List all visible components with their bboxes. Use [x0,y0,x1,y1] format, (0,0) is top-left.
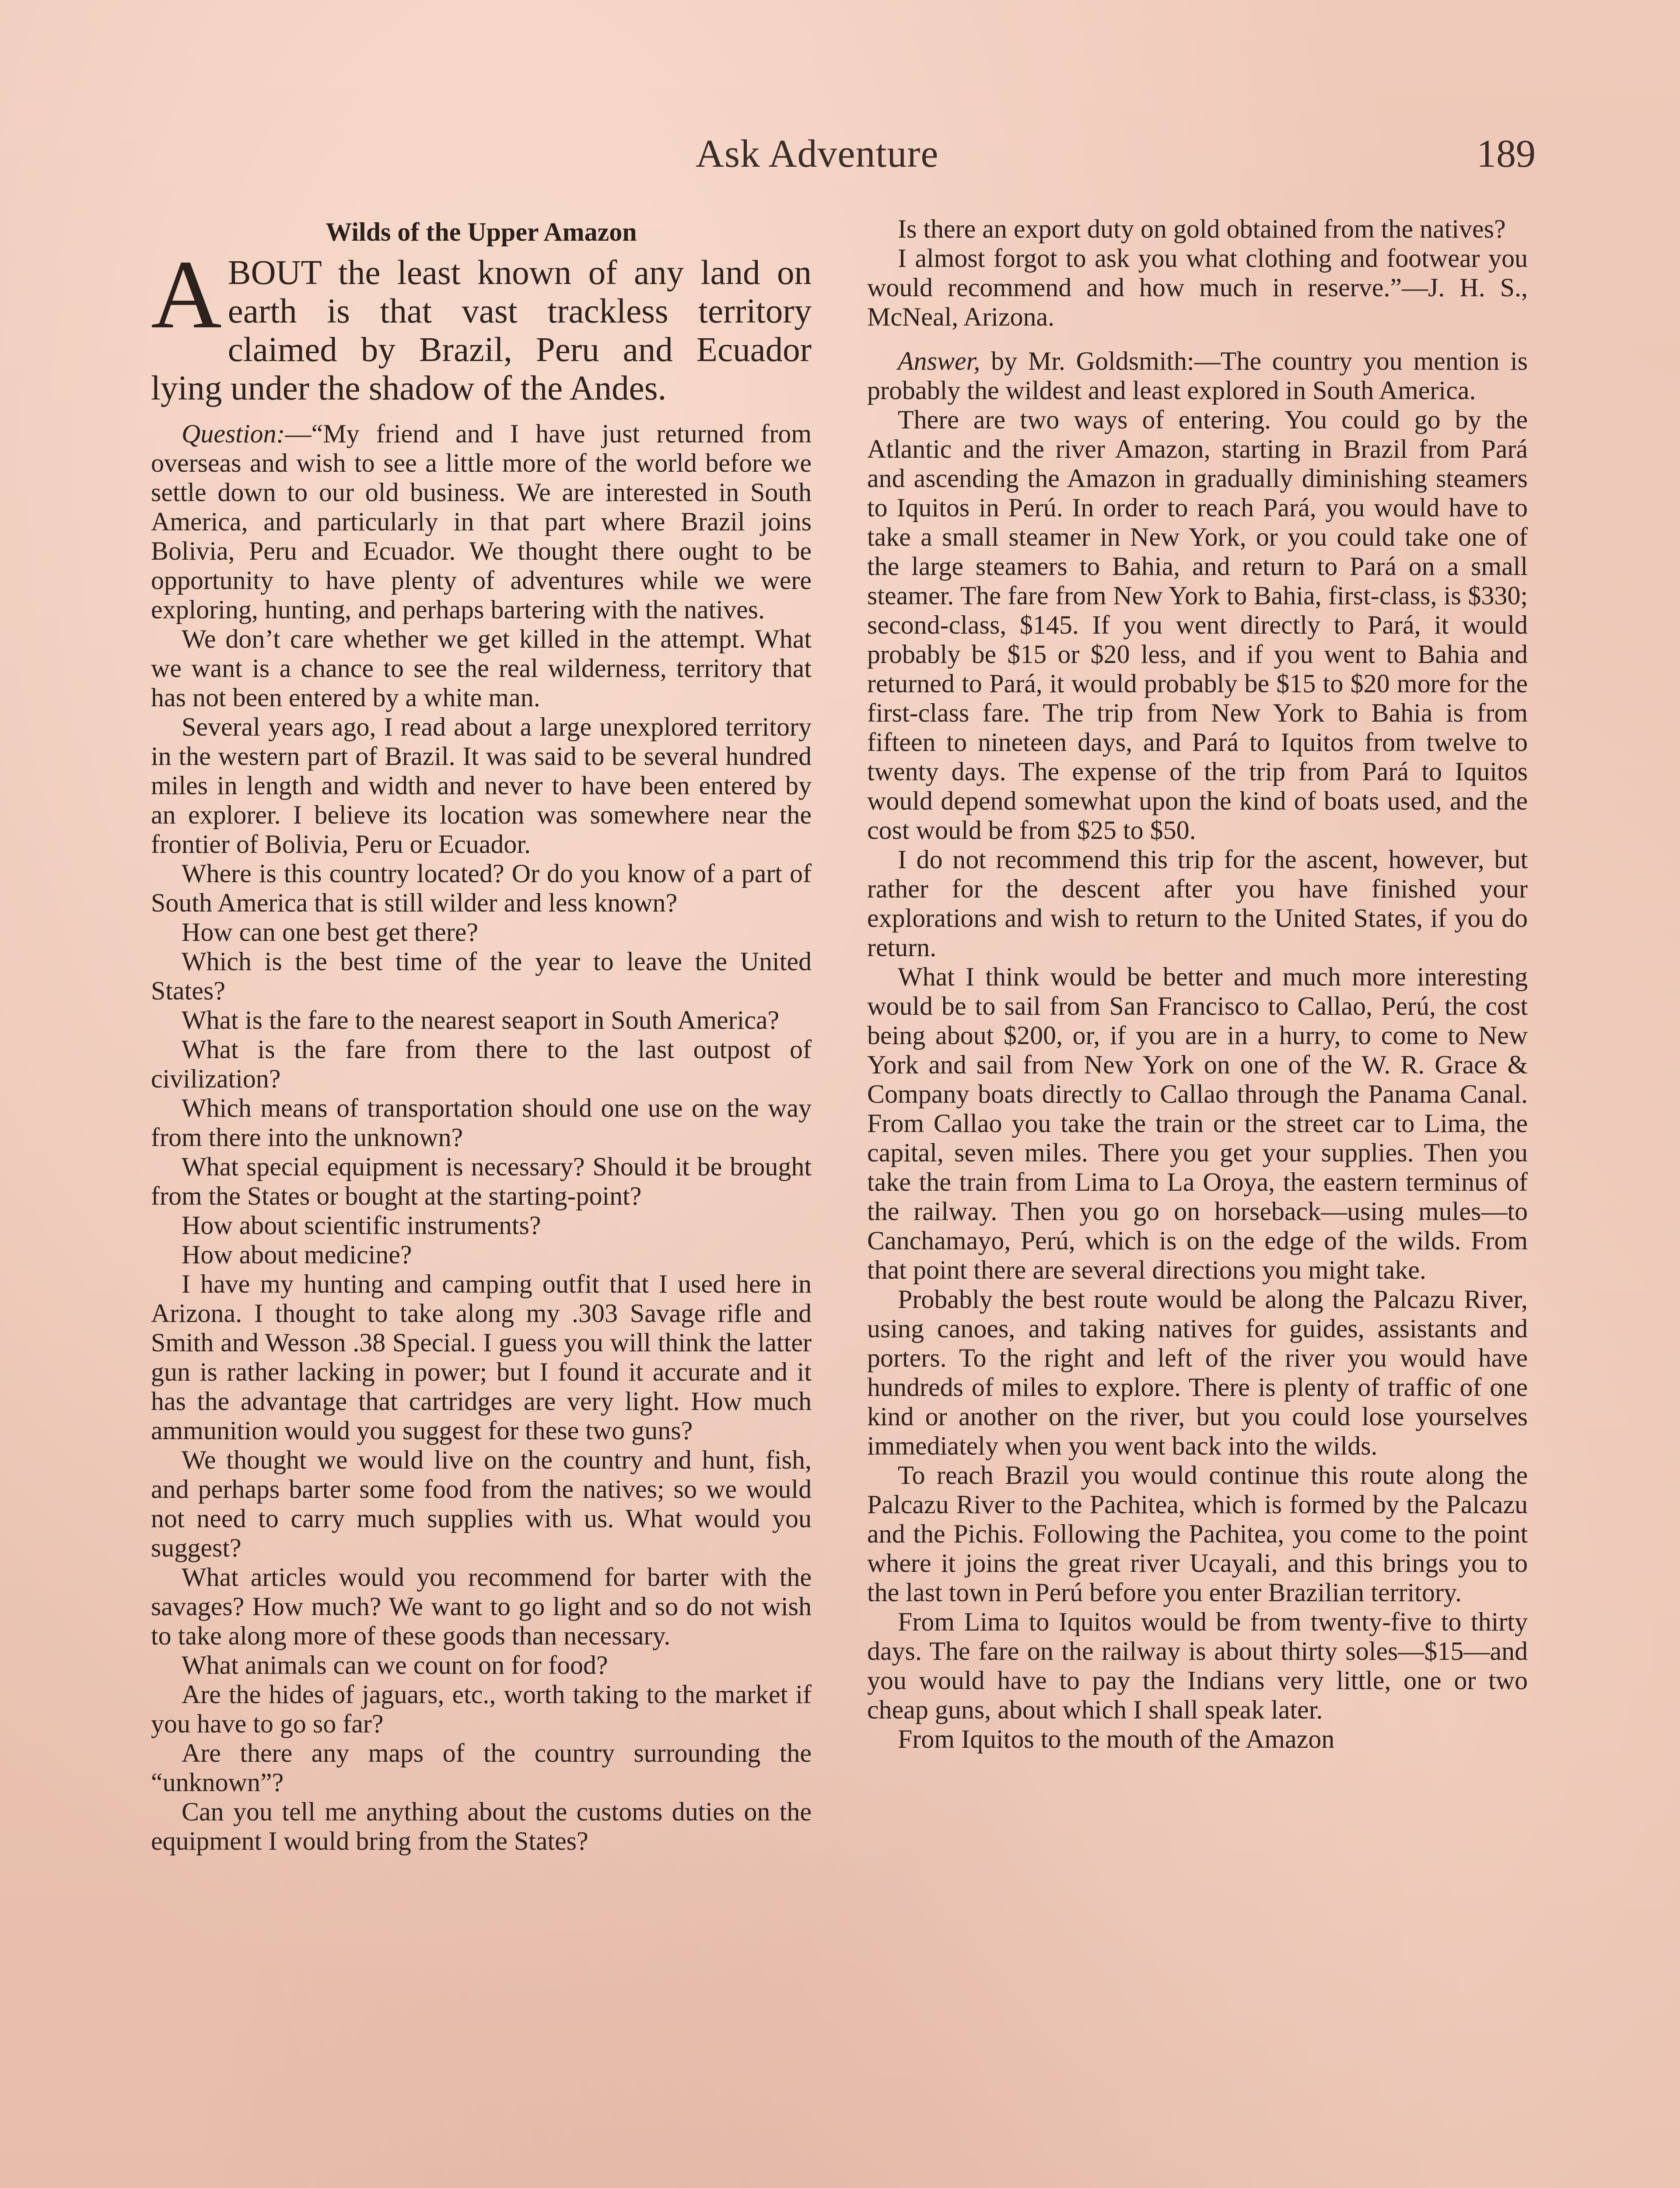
body-paragraph: Which is the best time of the year to leave the United States? [151,947,812,1005]
body-paragraph: How about scientific instruments? [182,1211,541,1240]
body-paragraph: Are there any maps of the country surrounding the “unknown”? [151,1739,812,1797]
body-paragraph: What animals can we count on for food? [182,1651,608,1680]
paragraph-text: —“My friend and I have just returned from overseas and wish to see a little more of the world before we settle down to our old business. We are interested in South America, and particularly in that part where Brazil joins Bolivia, Peru and Ecuador. We thought there ought to be opportunity to have plenty of adventures while we were exploring, hunting, and perhaps bartering with the natives. [151,419,812,624]
body-paragraph: Can you tell me anything about the customs duties on the equipment I would bring from the States? [151,1797,812,1855]
body-paragraph: There are two ways of entering. You could go by the Atlantic and the river Amazon, starting in Brazil from Pará and ascending the Amazon in gradually diminishing steamers to Iquitos in Perú. In order to reach Pará, you would have to take a small steamer in New York, or you could take one of the large steamers to Bahia, and return to Pará on a small steamer. The fare from New York to Bahia, first-class, is $330; second-class, $145. If you went directly to Pará, it would probably be $15 or $20 less, and if you went to Bahia and returned to Pará, it would probably be $15 to $20 more for the first-class fare. The trip from New York to Bahia is from fifteen to nineteen days, and Pará to Iquitos from twelve to twenty days. The expense of the trip from Pará to Iquitos would depend somewhat upon the kind of boats used, and the cost would be from $25 to $50. [867,405,1528,845]
article-title: Wilds of the Upper Amazon [326,217,637,246]
body-paragraph: Which means of transportation should one use on the way from there into the unknown? [151,1094,812,1152]
body-paragraph: I have my hunting and camping outfit that I used here in Arizona. I thought to take along my .303 Savage rifle and Smith and Wesson .38 Special. I guess you will think the latter gun is rather lacking in power; but I found it accurate and it has the advantage that cartridges are very light. How much ammunition would you suggest for these two guns? [151,1269,812,1445]
body-paragraph: I almost forgot to ask you what clothing and footwear you would recommend and how much in reserve.”—J. H. S., McNeal, Arizona. [867,244,1528,331]
body-paragraph: From Iquitos to the mouth of the Amazon [898,1725,1335,1753]
body-paragraph: How can one best get there? [182,918,479,947]
lede-text: BOUT the least known of any land on earth is that vast trackless territory claimed by Brazil, Peru and Ecuador lying under the shadow of the Andes. [151,254,812,407]
body-paragraph: How about medicine? [182,1240,412,1269]
body-paragraph: Where is this country located? Or do you know of a part of South America that is still wilder and less known? [151,859,812,917]
speaker-label: Question: [182,419,285,448]
answer-paragraph [867,347,1528,405]
drop-cap: A [151,240,222,349]
body-paragraph: What articles would you recommend for barter with the savages? How much? We want to go light and so do not wish to take along more of these goods than necessary. [151,1563,812,1650]
lede-paragraph [151,240,812,408]
body-paragraph [151,419,812,624]
body-paragraph: We thought we would live on the country and hunt, fish, and perhaps barter some food from the natives; so we would not need to carry much supplies with us. What would you suggest? [151,1445,812,1562]
body-paragraph: What special equipment is necessary? Should it be brought from the States or bought at the starting-point? [151,1152,812,1210]
body-paragraph: What is the fare from there to the last outpost of civilization? [151,1035,812,1093]
right-column [867,214,1528,1754]
body-paragraph: What is the fare to the nearest seaport in South America? [182,1006,780,1034]
body-paragraph: Probably the best route would be along the Palcazu River, using canoes, and taking natives for guides, assistants and porters. To the right and left of the river you would have hundreds of miles to explore. There is plenty of traffic of one kind or another on the river, but you could lose yourselves immediately when you went back into the wilds. [867,1285,1528,1460]
speaker-label: Answer, [898,347,980,375]
body-paragraph: We don’t care whether we get killed in the attempt. What we want is a chance to see the real wilderness, territory that has not been entered by a white man. [151,624,812,712]
body-paragraph: Is there an export duty on gold obtained from the natives? [898,214,1506,243]
page-number: 189 [1477,132,1536,175]
running-head: Ask Adventure [696,132,939,175]
body-paragraph: I do not recommend this trip for the ascent, however, but rather for the descent after you have finished your explorations and wish to return to the United States, if you do return. [867,845,1528,962]
body-paragraph: Are the hides of jaguars, etc., worth taking to the market if you have to go so far? [151,1680,812,1738]
left-column [151,214,812,1856]
body-paragraph: To reach Brazil you would continue this route along the Palcazu River to the Pachitea, which is formed by the Palcazu and the Pichis. Following the Pachitea, you come to the point where it joins the great river Ucayali, and this brings you to the last town in Perú before you enter Brazilian territory. [867,1461,1528,1607]
body-paragraph: Several years ago, I read about a large unexplored territory in the western part of Brazil. It was said to be several hundred miles in length and width and never to have been entered by an explorer. I believe its location was somewhere near the frontier of Bolivia, Peru or Ecuador. [151,712,812,859]
paragraph-text: by Mr. Goldsmith:—The country you mention is probably the wildest and least explored in South America. [867,347,1528,405]
body-paragraph: What I think would be better and much more interesting would be to sail from San Francisco to Callao, Perú, the cost being about $200, or, if you are in a hurry, to come to New York and sail from New York on one of the W. R. Grace & Company boats directly to Callao through the Panama Canal. From Callao you take the train or the street car to Lima, the capital, seven miles. There you get your supplies. Then you take the train from Lima to La Oroya, the eastern terminus of the railway. Then you go on horseback—using mules—to Canchamayo, Perú, which is on the edge of the wilds. From that point there are several directions you might take. [867,962,1528,1284]
body-paragraph: From Lima to Iquitos would be from twenty-five to thirty days. The fare on the railway is about thirty soles—$15—and you would have to pay the Indians very little, one or two cheap guns, about which I shall speak later. [867,1607,1528,1724]
